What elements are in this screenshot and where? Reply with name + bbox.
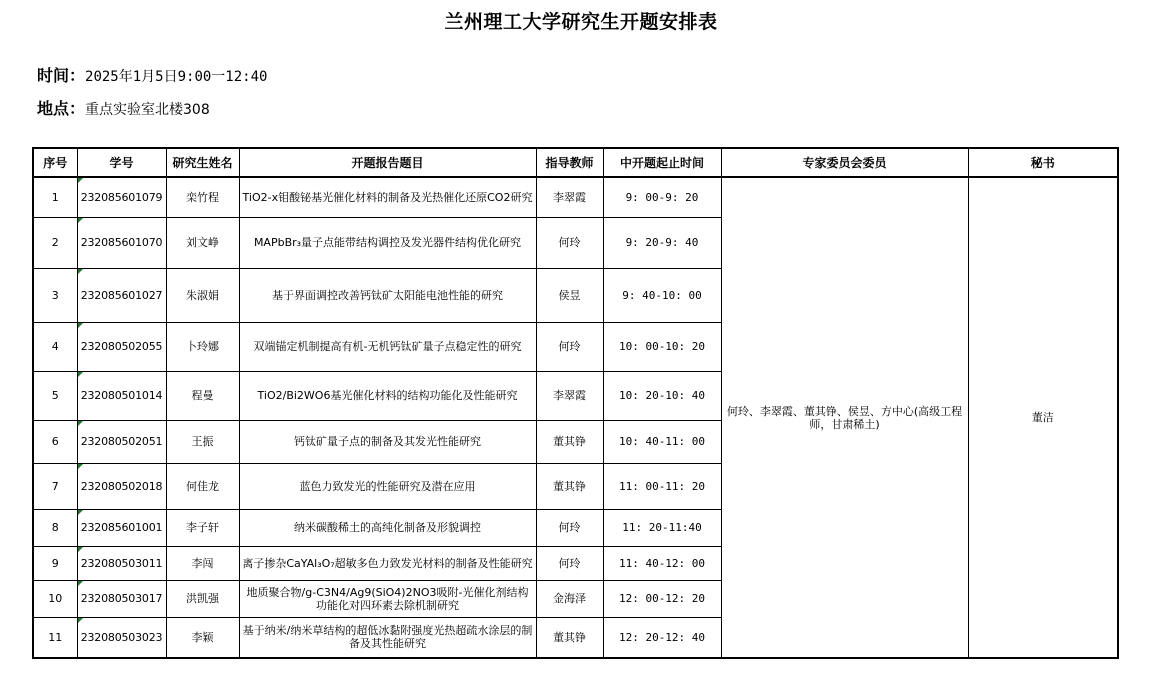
student-id: 232085601070 bbox=[77, 217, 166, 268]
student-id: 232085601079 bbox=[77, 177, 166, 217]
student-id: 232080503023 bbox=[77, 617, 166, 658]
student-id: 232080501014 bbox=[77, 371, 166, 420]
student-id: 232080502051 bbox=[77, 420, 166, 463]
student-name: 王振 bbox=[166, 420, 239, 463]
advisor: 李翠霞 bbox=[536, 177, 603, 217]
advisor: 何玲 bbox=[536, 217, 603, 268]
row-number: 1 bbox=[33, 177, 77, 217]
student-id: 232080502055 bbox=[77, 322, 166, 371]
student-name: 程曼 bbox=[166, 371, 239, 420]
student-name: 李颖 bbox=[166, 617, 239, 658]
thesis-topic: 钙钛矿量子点的制备及其发光性能研究 bbox=[239, 420, 536, 463]
committee-members: 何玲、李翠霞、董其铮、侯昱、方中心(高级工程师，甘肃稀土) bbox=[721, 177, 968, 658]
advisor: 侯昱 bbox=[536, 268, 603, 322]
student-id: 232085601001 bbox=[77, 509, 166, 546]
thesis-topic: 蓝色力致发光的性能研究及潜在应用 bbox=[239, 463, 536, 509]
location-label: 地点： bbox=[37, 99, 86, 118]
schedule-table bbox=[32, 147, 1119, 659]
header-seq: 序号 bbox=[33, 148, 77, 177]
time-slot: 12: 20-12: 40 bbox=[603, 617, 721, 658]
thesis-topic: 基于界面调控改善钙钛矿太阳能电池性能的研究 bbox=[239, 268, 536, 322]
time-slot: 11: 40-12: 00 bbox=[603, 546, 721, 580]
row-number: 2 bbox=[33, 217, 77, 268]
schedule-location bbox=[37, 96, 210, 119]
row-number: 10 bbox=[33, 580, 77, 617]
advisor: 董其铮 bbox=[536, 463, 603, 509]
student-name: 栾竹程 bbox=[166, 177, 239, 217]
student-name: 李闯 bbox=[166, 546, 239, 580]
student-id: 232080503017 bbox=[77, 580, 166, 617]
thesis-topic: 纳米碳酸稀土的高纯化制备及形貌调控 bbox=[239, 509, 536, 546]
header-committee: 专家委员会委员 bbox=[721, 148, 968, 177]
student-name: 何佳龙 bbox=[166, 463, 239, 509]
row-number: 3 bbox=[33, 268, 77, 322]
header-student-name: 研究生姓名 bbox=[166, 148, 239, 177]
time-slot: 9: 00-9: 20 bbox=[603, 177, 721, 217]
advisor: 李翠霞 bbox=[536, 371, 603, 420]
student-id: 232080502018 bbox=[77, 463, 166, 509]
student-id: 232080503011 bbox=[77, 546, 166, 580]
header-student-id: 学号 bbox=[77, 148, 166, 177]
time-label: 时间： bbox=[37, 66, 86, 85]
row-number: 8 bbox=[33, 509, 77, 546]
thesis-topic: MAPbBr₃量子点能带结构调控及发光器件结构优化研究 bbox=[239, 217, 536, 268]
time-slot: 10: 40-11: 00 bbox=[603, 420, 721, 463]
thesis-topic: TiO2/Bi2WO6基光催化材料的结构功能化及性能研究 bbox=[239, 371, 536, 420]
header-time: 中开题起止时间 bbox=[603, 148, 721, 177]
header-topic: 开题报告题目 bbox=[239, 148, 536, 177]
advisor: 金海泽 bbox=[536, 580, 603, 617]
header-secretary: 秘书 bbox=[968, 148, 1118, 177]
thesis-topic: 基于纳米/纳米草结构的超低冰黏附强度光热超疏水涂层的制备及其性能研究 bbox=[239, 617, 536, 658]
thesis-topic: TiO2-x钼酸铋基光催化材料的制备及光热催化还原CO2研究 bbox=[239, 177, 536, 217]
time-slot: 9: 40-10: 00 bbox=[603, 268, 721, 322]
time-slot: 11: 00-11: 20 bbox=[603, 463, 721, 509]
time-slot: 12: 00-12: 20 bbox=[603, 580, 721, 617]
thesis-topic: 地质聚合物/g-C3N4/Ag9(SiO4)2NO3吸附-光催化剂结构功能化对四环素去除机制研究 bbox=[239, 580, 536, 617]
schedule-time bbox=[37, 63, 267, 86]
time-value: 2025年1月5日9:00一12:40 bbox=[85, 69, 268, 85]
student-name: 卜玲娜 bbox=[166, 322, 239, 371]
student-name: 朱淑娟 bbox=[166, 268, 239, 322]
row-number: 7 bbox=[33, 463, 77, 509]
row-number: 5 bbox=[33, 371, 77, 420]
advisor: 何玲 bbox=[536, 509, 603, 546]
thesis-topic: 双端锚定机制提高有机-无机钙钛矿量子点稳定性的研究 bbox=[239, 322, 536, 371]
advisor: 何玲 bbox=[536, 546, 603, 580]
table-header-row bbox=[33, 148, 1118, 177]
row-number: 11 bbox=[33, 617, 77, 658]
student-id: 232085601027 bbox=[77, 268, 166, 322]
student-name: 李子轩 bbox=[166, 509, 239, 546]
thesis-topic: 离子掺杂CaYAl₃O₇超敏多色力致发光材料的制备及性能研究 bbox=[239, 546, 536, 580]
time-slot: 9: 20-9: 40 bbox=[603, 217, 721, 268]
row-number: 6 bbox=[33, 420, 77, 463]
time-slot: 10: 00-10: 20 bbox=[603, 322, 721, 371]
time-slot: 10: 20-10: 40 bbox=[603, 371, 721, 420]
advisor: 何玲 bbox=[536, 322, 603, 371]
page-title: 兰州理工大学研究生开题安排表 bbox=[444, 11, 718, 33]
student-name: 洪凯强 bbox=[166, 580, 239, 617]
advisor: 董其铮 bbox=[536, 617, 603, 658]
row-number: 4 bbox=[33, 322, 77, 371]
row-number: 9 bbox=[33, 546, 77, 580]
location-value: 重点实验室北楼308 bbox=[85, 102, 210, 118]
student-name: 刘文峥 bbox=[166, 217, 239, 268]
time-slot: 11: 20-11:40 bbox=[603, 509, 721, 546]
advisor: 董其铮 bbox=[536, 420, 603, 463]
secretary: 董洁 bbox=[968, 177, 1118, 658]
table-row bbox=[33, 177, 1118, 217]
header-advisor: 指导教师 bbox=[536, 148, 603, 177]
